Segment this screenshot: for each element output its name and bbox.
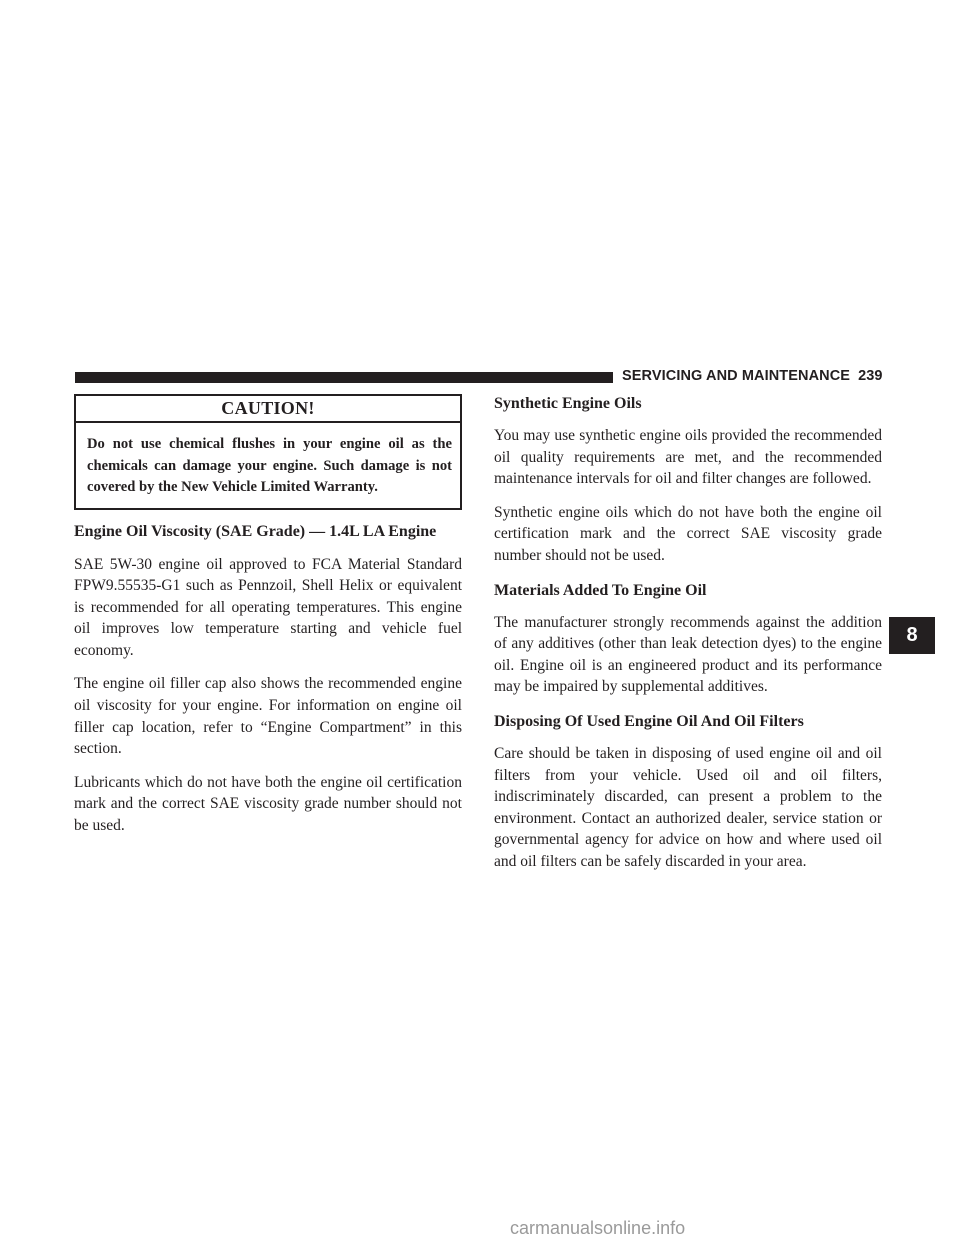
synthetic-paragraph-2: Synthetic engine oils which do not have both the engine oil certification mark and the correct SAE viscosity grade number should not be used. xyxy=(494,503,882,564)
watermark-footer: carmanualsonline.info xyxy=(510,1218,686,1238)
right-column xyxy=(494,394,882,873)
viscosity-paragraph-3: Lubricants which do not have both the engine oil certification mark and the correct SAE viscosity grade number should not be used. xyxy=(74,773,462,835)
section-title: SERVICING AND MAINTENANCE xyxy=(622,368,851,384)
disposing-heading: Disposing Of Used Engine Oil And Oil Filters xyxy=(494,712,804,730)
page-number: 239 xyxy=(858,368,883,384)
running-header xyxy=(622,368,883,384)
caution-title: CAUTION! xyxy=(76,396,460,423)
materials-paragraph: The manufacturer strongly recommends against the addition of any additives (other than leak detection dyes) to the engine oil. Engine oil is an engineered product and its performance may be impaired by supplemental additives. xyxy=(494,613,882,696)
viscosity-heading: Engine Oil Viscosity (SAE Grade) — 1.4L LA Engine xyxy=(74,522,437,540)
synthetic-heading: Synthetic Engine Oils xyxy=(494,395,642,412)
caution-text: Do not use chemical flushes in your engine oil as the chemicals can damage your engine. Such damage is not covered by the New Vehicle Limited Warranty. xyxy=(87,436,452,495)
disposing-paragraph: Care should be taken in disposing of used engine oil and oil filters from your vehicle. Used oil and oil filters, indiscriminately discarded, can present a problem to the environment. Contact an authorized dealer, service station or governmental agency for advice on how and where used oil and oil filters can be safely discarded in your area. xyxy=(494,744,882,870)
viscosity-paragraph-1: SAE 5W-30 engine oil approved to FCA Material Standard FPW9.55535-G1 such as Pennzoil, Shell Helix or equivalent is recommended for all operating temperatures. This engine oil improves low temperature starting and vehicle fuel economy. xyxy=(74,555,462,659)
viscosity-paragraph-2: The engine oil filler cap also shows the recommended engine oil viscosity for your engine. For information on engine oil filler cap location, refer to “Engine Compartment” in this section. xyxy=(74,675,462,758)
header-rule xyxy=(75,372,613,383)
left-column xyxy=(74,394,462,837)
caution-box xyxy=(74,394,462,510)
synthetic-paragraph-1: You may use synthetic engine oils provided the recommended oil quality requirements are met, and the recommended maintenance intervals for oil and filter changes are followed. xyxy=(494,427,882,488)
section-tab: 8 xyxy=(889,617,935,654)
materials-heading: Materials Added To Engine Oil xyxy=(494,581,707,599)
